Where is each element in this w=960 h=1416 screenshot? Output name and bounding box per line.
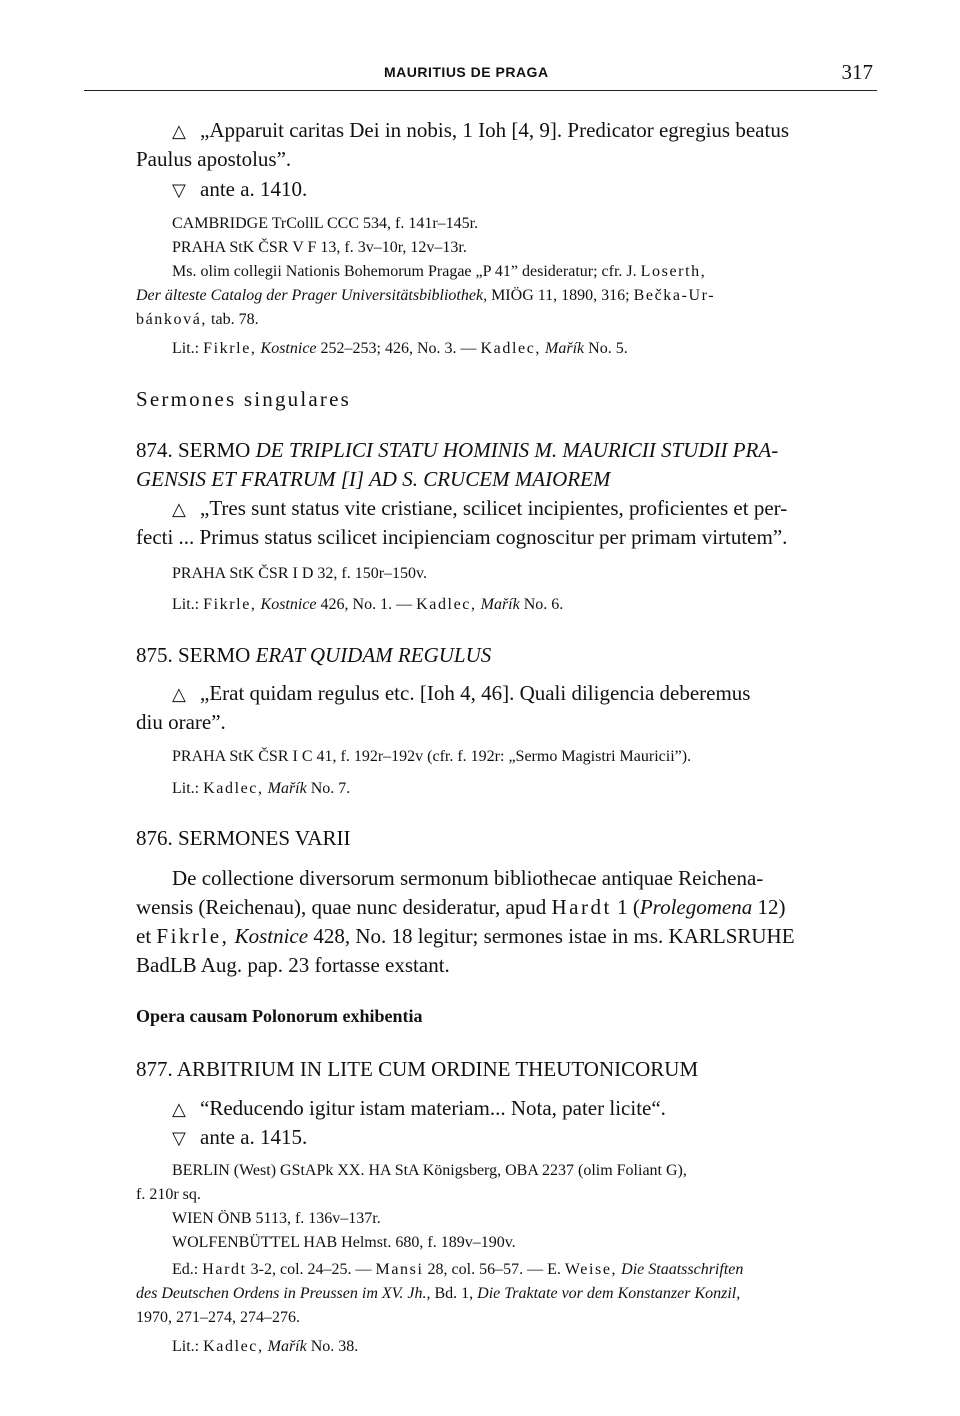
incipit-line: diu orare”. [136,710,226,734]
lit-label: Lit.: [172,1338,200,1355]
title-italic: Mařík [545,340,585,357]
title-italic: Die Traktate vor dem Konstanzer Konzil, [477,1285,741,1302]
section-heading: Sermones singulares [136,387,352,411]
title-text: SERMO [178,643,251,667]
lit-label: Lit.: [172,340,200,357]
incipit-triangle-icon: △ [172,121,186,141]
entry-title [136,1057,698,1082]
entry-title [136,467,610,492]
author-name: Fikrle, [203,340,257,357]
manuscript-note [172,263,706,281]
manuscript-line: f. 210r sq. [136,1186,201,1203]
title-italic: Mařík [267,1338,307,1355]
date-line [172,177,307,202]
incipit-text: “Reducendo igitur istam materiam... Nota, pater licite“. [200,1096,666,1120]
incipit-text: „Apparuit caritas Dei in nobis, 1 Ioh [4, 9]. Predicator egregius beatus [200,118,789,142]
title-text: ARBITRIUM IN LITE CUM ORDINE THEUTONICORUM [176,1057,699,1081]
manuscript-line: PRAHA StK ČSR I D 32, f. 150r–150v. [172,565,427,582]
title-italic: GENSIS ET FRATRUM [I] AD S. CRUCEM MAIOREM [136,467,611,491]
running-header [84,58,877,91]
running-title: MAURITIUS DE PRAGA [384,64,549,80]
incipit-line [172,118,789,143]
incipit-line [172,1096,666,1121]
manuscript-line: CAMBRIDGE TrCollL CCC 534, f. 141r–145r. [172,215,479,232]
title-italic: Der älteste Catalog der Prager Universitätsbibliothek, [136,287,488,304]
incipit-text: „Tres sunt status vite cristiane, scilicet incipientes, proficientes et per- [200,496,788,520]
manuscript-note [136,287,715,305]
lit-text: No. 7. [310,780,351,797]
author-name: Loserth, [640,263,707,280]
title-text: SERMO [178,438,251,462]
author-name: Kadlec, [480,340,542,357]
title-italic: Kostnice [260,340,317,357]
incipit-triangle-icon: △ [172,684,186,704]
literature-line [172,596,563,614]
date-line [172,1125,307,1150]
paragraph-text: 428, No. 18 legitur; sermones istae in ms. KARLSRUHE [313,924,795,948]
author-name: bánková, [136,311,208,328]
author-name: Kadlec, [416,596,477,613]
author-name: Bečka-Ur- [633,287,716,304]
ed-label: Ed.: [172,1261,199,1278]
title-italic: Mařík [267,780,307,797]
literature-line [172,1338,358,1356]
paragraph-text: 12) [757,895,786,919]
author-name: Mansi [375,1261,424,1278]
author-name: Weise, [564,1261,618,1278]
date-triangle-icon: ▽ [172,180,186,200]
title-italic: DE TRIPLICI STATU HOMINIS M. MAURICII STUDII PRA- [255,438,779,462]
entry-number: 874. [136,438,173,462]
title-italic: ERAT QUIDAM REGULUS [255,643,492,667]
title-italic: Kostnice [234,924,309,948]
section-heading: Opera causam Polonorum exhibentia [136,1006,423,1026]
paragraph-text: wensis (Reichenau), quae nunc desideratur, apud [136,895,547,919]
author-name: Kadlec, [203,780,264,797]
title-text: SERMONES VARII [178,826,351,850]
author-name: Hardt [551,895,612,919]
lit-label: Lit.: [172,596,200,613]
lit-text: 252–253; 426, No. 3. — [320,340,477,357]
author-name: Kadlec, [203,1338,264,1355]
page-number: 317 [841,60,873,84]
incipit-text: „Erat quidam regulus etc. [Ioh 4, 46]. Quali diligencia deberemus [200,681,751,705]
entry-title [136,826,351,851]
paragraph-line [136,924,795,949]
lit-text: No. 6. [523,596,564,613]
author-name: Fikrle, [156,924,230,948]
date-triangle-icon: ▽ [172,1128,186,1148]
title-italic: Prolegomena [639,895,753,919]
entry-number: 876. [136,826,173,850]
date-text: ante a. 1410. [200,177,308,201]
date-text: ante a. 1415. [200,1125,308,1149]
title-italic: Mařík [480,596,520,613]
incipit-triangle-icon: △ [172,499,186,519]
lit-text: 426, No. 1. — [320,596,413,613]
note-text: MIÖG 11, 1890, 316; [491,287,630,304]
title-italic: Die Staatsschriften [621,1261,744,1278]
literature-line [172,780,350,798]
incipit-line: Paulus apostolus”. [136,147,292,171]
paragraph-line: De collectione diversorum sermonum bibliothecae antiquae Reichena- [172,866,764,890]
incipit-line [172,496,787,521]
ed-text: 28, col. 56–57. — E. [427,1261,561,1278]
note-text: tab. 78. [211,311,259,328]
incipit-triangle-icon: △ [172,1099,186,1119]
author-name: Fikrle, [203,596,257,613]
manuscript-line: WIEN ÖNB 5113, f. 136v–137r. [172,1210,381,1227]
incipit-line: fecti ... Primus status scilicet incipienciam cognoscitur per primam virtutem”. [136,525,788,549]
incipit-line [172,681,750,706]
lit-text: No. 38. [310,1338,359,1355]
title-italic: Kostnice [260,596,317,613]
manuscript-line: WOLFENBÜTTEL HAB Helmst. 680, f. 189v–190v. [172,1234,516,1251]
paragraph-text: et [136,924,152,948]
paragraph-text: 1 ( [617,895,640,919]
manuscript-line: PRAHA StK ČSR I C 41, f. 192r–192v (cfr. f. 192r: „Sermo Magistri Mauricii”). [172,748,692,765]
edition-line: 1970, 271–274, 274–276. [136,1309,300,1326]
edition-line [136,1285,740,1303]
entry-title [136,438,778,463]
edition-line [172,1261,743,1279]
lit-text: No. 5. [588,340,628,357]
paragraph-line [136,895,785,920]
ed-text: Bd. 1, [434,1285,474,1302]
entry-number: 875. [136,643,173,667]
entry-title [136,643,491,668]
manuscript-note [136,311,259,329]
paragraph-line: BadLB Aug. pap. 23 fortasse exstant. [136,953,450,977]
literature-line [172,340,628,358]
manuscript-line: PRAHA StK ČSR V F 13, f. 3v–10r, 12v–13r. [172,239,467,256]
lit-label: Lit.: [172,780,200,797]
entry-number: 877. [136,1057,173,1081]
ed-text: 3-2, col. 24–25. — [250,1261,372,1278]
manuscript-line: BERLIN (West) GStAPk XX. HA StA Königsberg, OBA 2237 (olim Foliant G), [172,1162,687,1179]
author-name: Hardt [202,1261,247,1278]
title-italic: des Deutschen Ordens in Preussen im XV. Jh., [136,1285,431,1302]
note-text: Ms. olim collegii Nationis Bohemorum Pragae „P 41” desideratur; cfr. J. [172,263,637,280]
